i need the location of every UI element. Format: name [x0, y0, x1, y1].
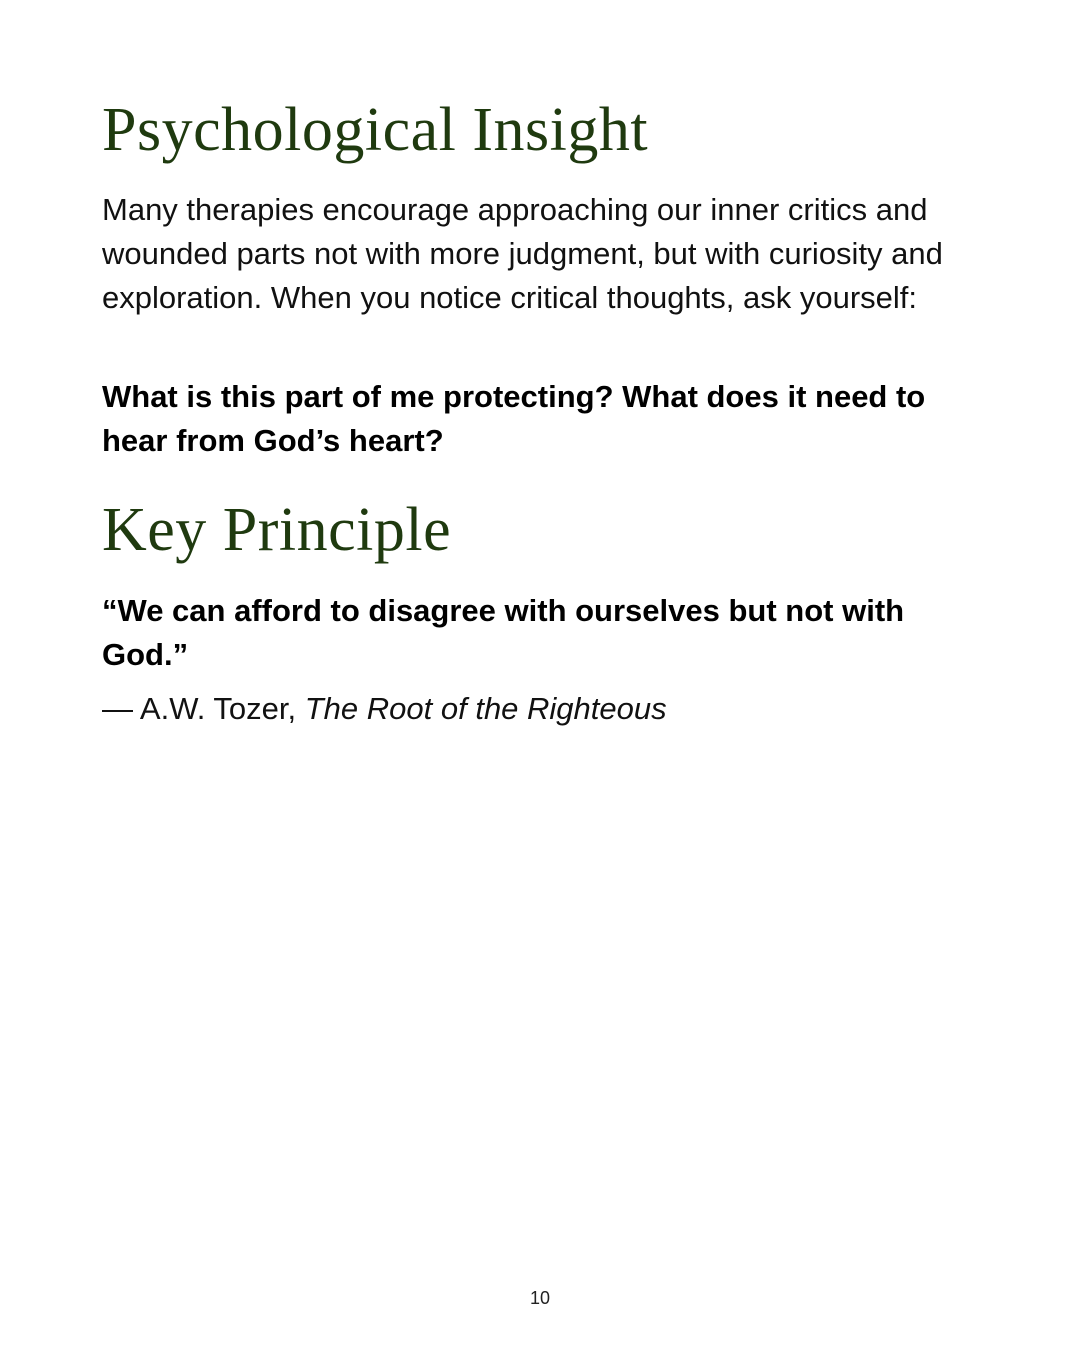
- reflection-question: What is this part of me protecting? What does it need to hear from God’s heart?: [102, 379, 926, 458]
- attribution-author: — A.W. Tozer,: [102, 691, 305, 726]
- quote-attribution: [102, 687, 962, 731]
- page-number: 10: [529, 1288, 551, 1308]
- key-quote: “We can afford to disagree with ourselves but not with God.”: [102, 593, 905, 672]
- section-heading-key-principle: Key Principle: [102, 496, 452, 564]
- attribution-book-title: The Root of the Righteous: [304, 691, 667, 726]
- intro-paragraph: Many therapies encourage approaching our inner critics and wounded parts not with more judgment, but with curiosity and exploration. When you notice critical thoughts, ask yourself:: [102, 192, 943, 315]
- section-heading-psychological-insight: Psychological Insight: [102, 96, 649, 164]
